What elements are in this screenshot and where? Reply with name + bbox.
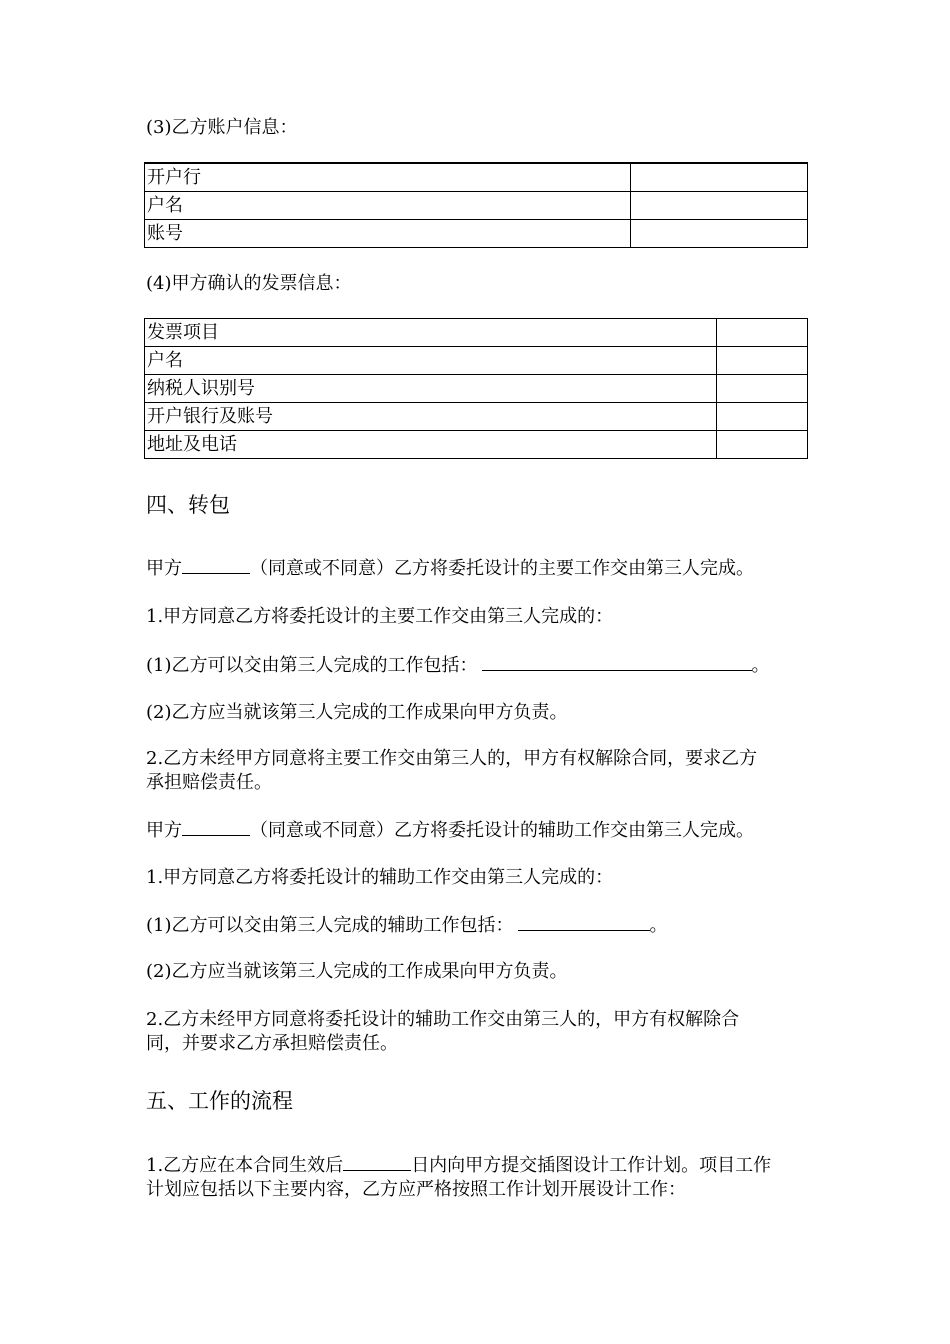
fill-in-blank[interactable] bbox=[182, 554, 250, 574]
text: 甲方 bbox=[146, 558, 182, 579]
fill-in-blank[interactable] bbox=[518, 911, 650, 931]
table-cell-value bbox=[717, 403, 808, 431]
sec4-paragraph-9: (2)乙方应当就该第三人完成的工作成果向甲方负责。 bbox=[146, 961, 568, 982]
fill-in-blank[interactable] bbox=[182, 816, 250, 836]
table-row bbox=[145, 220, 808, 248]
sec4-paragraph-1 bbox=[146, 554, 754, 582]
table-row bbox=[145, 347, 808, 375]
table-cell-value bbox=[631, 220, 808, 248]
table-row bbox=[145, 403, 808, 431]
text: （同意或不同意）乙方将委托设计的辅助工作交由第三人完成。 bbox=[250, 820, 754, 841]
table-cell-label: 发票项目 bbox=[145, 319, 717, 347]
text: 日内向甲方提交插图设计工作计划。项目工作 bbox=[411, 1155, 772, 1176]
sec4-paragraph-3 bbox=[146, 651, 770, 679]
fill-in-blank[interactable] bbox=[343, 1151, 411, 1171]
table-cell-value bbox=[631, 192, 808, 220]
text: 。 bbox=[751, 655, 770, 676]
sec4-paragraph-5-line-1: 2.乙方未经甲方同意将主要工作交由第三人的，甲方有权解除合同，要求乙方 bbox=[146, 748, 758, 769]
account-info-title: (3)乙方账户信息： bbox=[146, 117, 298, 138]
text: 。 bbox=[649, 915, 668, 936]
text: (1)乙方可以交由第三人完成的辅助工作包括： bbox=[146, 915, 514, 936]
table-cell-value bbox=[717, 347, 808, 375]
table-cell-label: 开户银行及账号 bbox=[145, 403, 717, 431]
table-row bbox=[145, 431, 808, 459]
text: (1)乙方可以交由第三人完成的工作包括： bbox=[146, 655, 478, 676]
table-cell-label: 地址及电话 bbox=[145, 431, 717, 459]
invoice-info-title: (4)甲方确认的发票信息： bbox=[146, 273, 352, 294]
sec4-paragraph-7: 1.甲方同意乙方将委托设计的辅助工作交由第三人完成的： bbox=[146, 867, 614, 888]
account-info-table bbox=[144, 162, 808, 248]
sec4-paragraph-5-line-2: 承担赔偿责任。 bbox=[146, 772, 272, 793]
sec5-paragraph-1-line-2: 计划应包括以下主要内容，乙方应严格按照工作计划开展设计工作： bbox=[146, 1179, 686, 1200]
table-cell-value bbox=[717, 431, 808, 459]
section-5-heading: 五、工作的流程 bbox=[146, 1089, 293, 1113]
sec4-paragraph-6 bbox=[146, 816, 754, 844]
sec4-paragraph-8 bbox=[146, 911, 668, 939]
fill-in-blank[interactable] bbox=[482, 651, 752, 671]
table-cell-value bbox=[717, 375, 808, 403]
table-cell-label: 纳税人识别号 bbox=[145, 375, 717, 403]
table-cell-label: 账号 bbox=[145, 220, 631, 248]
text: 甲方 bbox=[146, 820, 182, 841]
sec5-paragraph-1-line-1 bbox=[146, 1151, 771, 1179]
table-cell-label: 户名 bbox=[145, 192, 631, 220]
table-cell-value bbox=[717, 319, 808, 347]
table-row bbox=[145, 163, 808, 192]
table-cell-label: 户名 bbox=[145, 347, 717, 375]
sec4-paragraph-10-line-2: 同，并要求乙方承担赔偿责任。 bbox=[146, 1033, 398, 1054]
invoice-info-table bbox=[144, 318, 808, 459]
text: （同意或不同意）乙方将委托设计的主要工作交由第三人完成。 bbox=[250, 558, 754, 579]
table-row bbox=[145, 319, 808, 347]
sec4-paragraph-4: (2)乙方应当就该第三人完成的工作成果向甲方负责。 bbox=[146, 702, 568, 723]
text: 1.乙方应在本合同生效后 bbox=[146, 1155, 344, 1176]
sec4-paragraph-10-line-1: 2.乙方未经甲方同意将委托设计的辅助工作交由第三人的，甲方有权解除合 bbox=[146, 1009, 740, 1030]
table-row bbox=[145, 375, 808, 403]
table-cell-label: 开户行 bbox=[145, 163, 631, 192]
table-row bbox=[145, 192, 808, 220]
sec4-paragraph-2: 1.甲方同意乙方将委托设计的主要工作交由第三人完成的： bbox=[146, 606, 614, 627]
section-4-heading: 四、转包 bbox=[146, 493, 230, 517]
table-cell-value bbox=[631, 163, 808, 192]
